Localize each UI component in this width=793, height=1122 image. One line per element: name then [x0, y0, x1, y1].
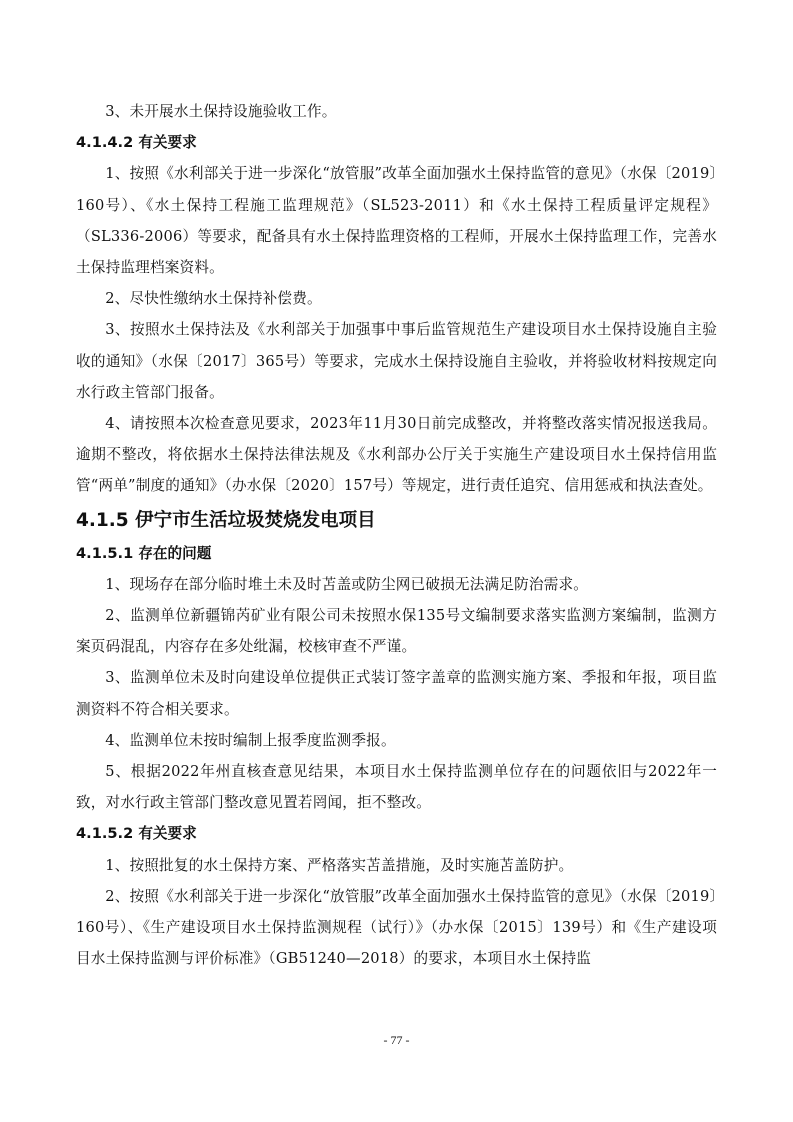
paragraph: 1、按照《水利部关于进一步深化“放管服”改革全面加强水土保持监管的意见》（水保〔2019〕160号）、《水土保持工程施工监理规范》（SL523-2011）和《水土保持工程质量评定规程》（SL336-2006）等要求，配备具有水土保持监理资格的工程师，开展水土保持监理工作，完善水土保持监理档案资料。 [76, 165, 717, 277]
subsection-heading: 4.1.4.2 有关要求 [76, 134, 197, 152]
paragraph: 3、未开展水土保持设施验收工作。 [105, 103, 337, 120]
paragraph: 3、按照水土保持法及《水利部关于加强事中事后监管规范生产建设项目水土保持设施自主验收的通知》（水保〔2017〕365号）等要求，完成水土保持设施自主验收，并将验收材料按规定向水行政主管部门报备。 [76, 321, 717, 401]
subsection-heading: 4.1.5.1 存在的问题 [76, 544, 212, 562]
subsection-heading: 4.1.5.2 有关要求 [76, 825, 197, 843]
page-content [76, 96, 717, 974]
paragraph: 4、监测单位未按时编制上报季度监测季报。 [105, 731, 396, 749]
section-heading: 4.1.5 伊宁市生活垃圾焚烧发电项目 [76, 509, 376, 531]
paragraph: 2、监测单位新疆锦芮矿业有限公司未按照水保135号文编制要求落实监测方案编制，监测方案页码混乱，内容存在多处纰漏，校核审查不严谨。 [76, 607, 717, 656]
paragraph: 2、按照《水利部关于进一步深化“放管服”改革全面加强水土保持监管的意见》（水保〔2019〕160号）、《生产建设项目水土保持监测规程（试行）》（办水保〔2015〕139号）和《生产建设项目水土保持监测与评价标准》（GB51240—2018）的要求，本项目水土保持监 [76, 887, 717, 968]
paragraph: 4、请按照本次检查意见要求，2023年11月30日前完成整改，并将整改落实情况报送我局。逾期不整改，将依据水土保持法律法规及《水利部办公厅关于实施生产建设项目水土保持信用监管“两单”制度的通知》（办水保〔2020〕157号）等规定，进行责任追究、信用惩戒和执法查处。 [76, 415, 717, 495]
paragraph: 1、按照批复的水土保持方案、严格落实苫盖措施，及时实施苫盖防护。 [105, 856, 574, 874]
page-number: - 77 - [383, 1033, 410, 1047]
paragraph: 1、现场存在部分临时堆土未及时苫盖或防尘网已破损无法满足防治需求。 [105, 575, 589, 593]
paragraph: 5、根据2022年州直核查意见结果，本项目水土保持监测单位存在的问题依旧与2022年一致，对水行政主管部门整改意见置若罔闻，拒不整改。 [76, 763, 717, 812]
paragraph: 3、监测单位未及时向建设单位提供正式装订签字盖章的监测实施方案、季报和年报，项目监测资料不符合相关要求。 [76, 669, 717, 718]
paragraph: 2、尽快性缴纳水土保持补偿费。 [105, 290, 322, 308]
